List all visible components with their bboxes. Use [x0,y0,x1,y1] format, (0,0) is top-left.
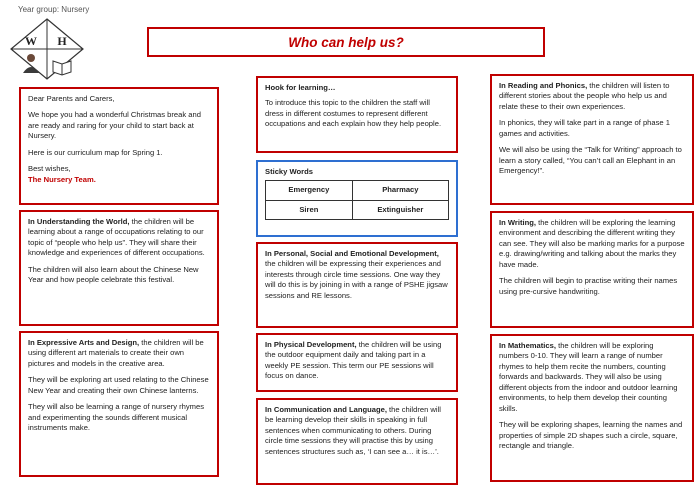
section-heading: In Expressive Arts and Design, [28,338,140,347]
word-cell: Extinguisher [352,200,448,219]
hook-for-learning-box [256,76,458,153]
section-heading: In Physical Development, [265,340,357,349]
section-text: They will be exploring art used relating to the Chinese New Year and creating their own Chinese lanterns. [28,375,209,395]
writing-box [490,211,694,328]
school-logo [7,17,87,83]
section-text: In phonics, they will take part in a range of phase 1 games and activities. [499,118,670,138]
sticky-words-table [265,180,449,220]
section-heading: Hook for learning… [265,83,336,92]
sticky-words-heading: Sticky Words [265,167,313,176]
mathematics-box [490,334,694,482]
section-text: the children will be learning develop their skills in speaking in full sentences when communicating to others. During circle time sessions they will practise this by using sentences structures such as, ‘I can see a… it is…’. [265,405,441,456]
letter-signature: The Nursery Team. [28,174,96,184]
section-text: the children will be using different art materials to create their own pictures and models in the creative area. [28,338,204,368]
section-heading: In Understanding the World, [28,217,130,226]
understanding-world-box [19,210,219,326]
section-text: the children will listen to different stories about the people who help us and relate these to their own experiences. [499,81,670,111]
table-row [266,181,449,200]
reading-phonics-box [490,74,694,205]
logo-letter-w: W [25,34,37,48]
year-group-label: Year group: Nursery [18,5,90,14]
section-text: the children will be using the outdoor equipment daily and taking part in a weekly PE session. This term our PE sessions will focus on dance. [265,340,442,381]
section-text: They will also be learning a range of nursery rhymes and experimenting the sounds different musical instruments make. [28,402,205,433]
letter-paragraph: Here is our curriculum map for Spring 1. [28,147,163,157]
page-title: Who can help us? [288,34,404,50]
section-text: To introduce this topic to the children the staff will dress in different costumes to represent different occupations and each explain how they help people. [265,98,442,129]
letter-greeting: Dear Parents and Carers, [28,94,115,103]
word-cell: Siren [266,200,353,219]
letter-paragraph: We hope you had a wonderful Christmas break and are ready and raring for your child to start back at Nursery. [28,110,201,141]
physical-development-box [256,333,458,392]
section-text: the children will be learning about a range of occupations relating to our topic of “people who help us”. They will share their knowledge and experiences of different occupations. [28,217,205,258]
expressive-arts-box [19,331,219,477]
parent-letter-box [19,87,219,205]
section-text: They will be exploring shapes, learning the names and properties of simple 2D shapes such a circle, square, rectangle and triangle. [499,420,683,451]
logo-letter-h: H [57,34,67,48]
letter-signoff: Best wishes, [28,164,71,174]
section-text: We will also be using the “Talk for Writing” approach to learn a story called, “You can’t call an Elephant in an Emergency!”. [499,145,682,176]
section-heading: In Communication and Language, [265,405,387,414]
section-text: The children will begin to practise writing their names using pre-cursive handwriting. [499,276,678,296]
table-row [266,200,449,219]
section-text: The children will also learn about the Chinese New Year and how people celebrate this festival. [28,264,199,285]
section-text: the children will be expressing their experiences and interests through circle time sessions. One way they will do this is by joining in with a range of PSHE jigsaw sessions and RE lessons. [265,259,448,300]
word-cell: Emergency [266,181,353,200]
word-cell: Pharmacy [352,181,448,200]
section-text: the children will be exploring numbers 0-10. They will learn a range of number rhymes to help them recite the numbers, counting forwards and backwards. They will also be using different objects from the indoor and outdoor learning environments, to help them develop their counting skills. [499,341,678,413]
page-title-box [147,27,545,57]
section-heading: In Writing, [499,218,536,227]
section-heading: In Personal, Social and Emotional Development, [265,249,439,258]
communication-language-box [256,398,458,485]
sticky-words-box [256,160,458,237]
section-text: the children will be exploring the learning environment and describing the different writing they can see. They will also be marking marks for a purpose e.g. drawing/writing and talking about the marks they have made. [499,218,685,269]
section-heading: In Mathematics, [499,341,556,350]
section-heading: In Reading and Phonics, [499,81,588,90]
pse-box [256,242,458,328]
